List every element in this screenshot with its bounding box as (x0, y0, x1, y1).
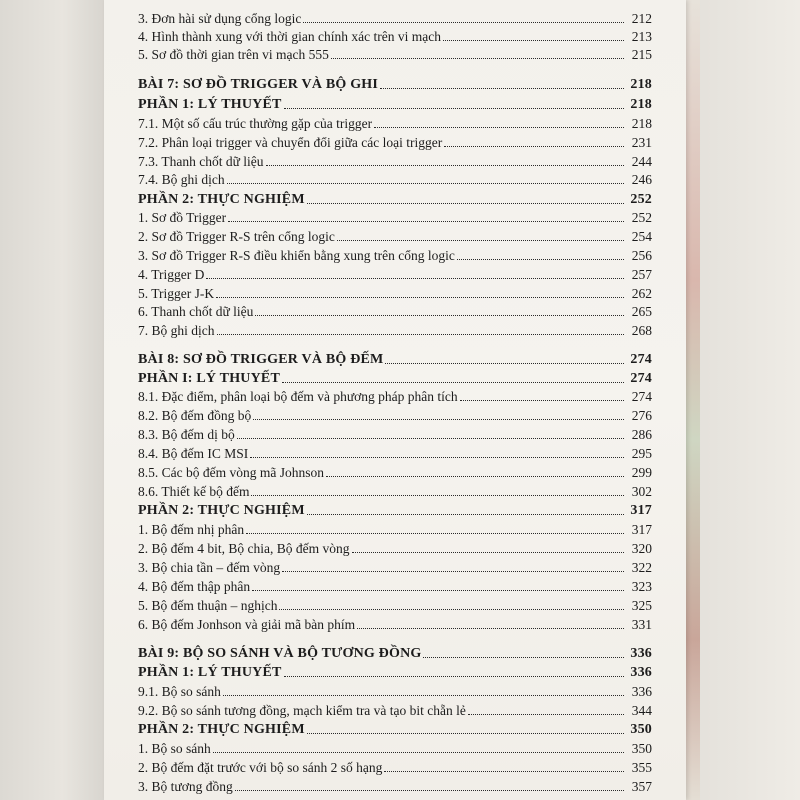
toc-page-number: 350 (631, 741, 652, 756)
toc-entry-label: BÀI 7: SƠ ĐỒ TRIGGER VÀ BỘ GHI (138, 77, 379, 92)
toc-page-number: 262 (631, 286, 652, 301)
toc-entry-label: 8.2. Bộ đếm đồng bộ (138, 408, 252, 423)
toc-entry-row (138, 169, 652, 188)
toc-page (104, 0, 686, 800)
toc-page-number: 268 (631, 323, 652, 338)
toc-entry-label: 7. Bộ ghi dịch (138, 323, 215, 338)
toc-entry-label: 7.4. Bộ ghi dịch (138, 172, 225, 187)
dot-leader (235, 790, 624, 791)
dot-leader (307, 514, 624, 515)
dot-leader (443, 40, 624, 41)
toc-entry-label: 8.5. Các bộ đếm vòng mã Johnson (138, 465, 324, 480)
dot-leader (282, 382, 624, 383)
dot-leader (385, 363, 624, 364)
toc-entry-label: PHẦN 1: LÝ THUYẾT (138, 97, 282, 112)
toc-heading-row (138, 94, 652, 113)
toc-entry-label: 1. Sơ đồ Trigger (138, 210, 227, 225)
toc-entry-label: 8.4. Bộ đếm IC MSI (138, 446, 249, 461)
toc-entry-row (138, 681, 652, 700)
toc-entry-row (138, 595, 652, 614)
dot-leader (228, 221, 624, 222)
dot-leader (326, 476, 624, 477)
toc-entry-row (138, 557, 652, 576)
dot-leader (253, 419, 624, 420)
toc-entry-row (138, 264, 652, 283)
toc-page-number: 265 (631, 304, 652, 319)
toc-page-number: 215 (631, 47, 652, 62)
toc-entry-label: 6. Bộ đếm Jonhson và giải mã bàn phím (138, 617, 356, 632)
toc-entry-row (138, 245, 652, 264)
toc-page-number: 256 (631, 248, 652, 263)
toc-page-number: 252 (630, 192, 652, 207)
toc-entry-row (138, 44, 652, 63)
toc-entry-label: 3. Bộ tương đồng (138, 779, 233, 794)
toc-entry-row (138, 576, 652, 595)
dot-leader (255, 315, 624, 316)
toc-entry-row (138, 776, 652, 795)
toc-entry-label: PHẦN 2: THỰC NGHIỆM (138, 192, 305, 207)
toc-page-number: 336 (630, 646, 652, 661)
toc-entry-label: 4. Trigger D (138, 267, 205, 282)
dot-leader (284, 108, 624, 109)
toc-heading-row (138, 189, 652, 208)
toc-page-number: 320 (631, 541, 652, 556)
toc-page-number: 231 (631, 135, 652, 150)
toc-page-number: 357 (631, 779, 652, 794)
toc-page-number: 218 (630, 97, 652, 112)
toc-page-number: 213 (631, 29, 652, 44)
toc-entry-label: 3. Đơn hài sử dụng cổng logic (138, 11, 302, 26)
toc-entry-row (138, 301, 652, 320)
toc-page-number: 317 (630, 503, 652, 518)
toc-heading-row (138, 643, 652, 662)
toc-entry-label: 7.1. Một số cấu trúc thường gặp của trigger (138, 116, 373, 131)
toc-entry-row (138, 614, 652, 633)
toc-page-number: 323 (631, 579, 652, 594)
toc-entry-label: 8.6. Thiết kế bộ đếm (138, 484, 250, 499)
toc-entry-row (138, 757, 652, 776)
toc-entry-row (138, 8, 652, 27)
dot-leader (251, 495, 624, 496)
toc-entry-label: PHẦN 2: THỰC NGHIỆM (138, 722, 305, 737)
dot-leader (279, 609, 624, 610)
book-edge (686, 0, 700, 800)
toc-entry-row (138, 386, 652, 405)
toc-page-number: 274 (630, 371, 652, 386)
toc-entry-label: PHẦN 1: LÝ THUYẾT (138, 665, 282, 680)
dot-leader (250, 457, 624, 458)
toc-entry-row (138, 26, 652, 45)
toc-entry-row (138, 283, 652, 302)
dot-leader (468, 714, 624, 715)
toc-page-number: 276 (631, 408, 652, 423)
toc-page-number: 274 (630, 352, 652, 367)
toc-page-number: 302 (631, 484, 652, 499)
toc-heading-row (138, 349, 652, 368)
toc-entry-label: 7.3. Thanh chốt dữ liệu (138, 154, 264, 169)
toc-page-number: 336 (631, 684, 652, 699)
toc-entry-row (138, 113, 652, 132)
toc-page-number: 299 (631, 465, 652, 480)
dot-leader (216, 297, 624, 298)
toc-entry-row (138, 538, 652, 557)
toc-entry-label: 8.1. Đặc điểm, phân loại bộ đếm và phương pháp phân tích (138, 389, 458, 404)
toc-entry-label: 4. Bộ đếm thập phân (138, 579, 251, 594)
toc-entry-label: 1. Bộ so sánh (138, 741, 211, 756)
dot-leader (357, 628, 624, 629)
toc-entry-row (138, 700, 652, 719)
dot-leader (213, 752, 624, 753)
dot-leader (444, 146, 624, 147)
toc-page-number: 317 (631, 522, 652, 537)
toc-entry-row (138, 320, 652, 339)
toc-page-number: 274 (631, 389, 652, 404)
toc-page-number: 350 (630, 722, 652, 737)
toc-entry-label: 5. Trigger J-K (138, 286, 215, 301)
toc-entry-row (138, 207, 652, 226)
toc-page-number: 336 (630, 665, 652, 680)
dot-leader (384, 771, 624, 772)
toc-entry-label: PHẦN I: LÝ THUYẾT (138, 371, 280, 386)
toc-page-number: 325 (631, 598, 652, 613)
toc-entry-label: BÀI 8: SƠ ĐỒ TRIGGER VÀ BỘ ĐẾM (138, 352, 384, 367)
toc-entry-row (138, 462, 652, 481)
dot-leader (282, 571, 624, 572)
toc-page-number: 355 (631, 760, 652, 775)
dot-leader (460, 400, 624, 401)
dot-leader (331, 58, 624, 59)
dot-leader (246, 533, 624, 534)
dot-leader (223, 695, 624, 696)
toc-page-number: 257 (631, 267, 652, 282)
toc-page-number: 322 (631, 560, 652, 575)
toc-entry-row (138, 405, 652, 424)
dot-leader (217, 334, 625, 335)
toc-entry-label: 3. Sơ đồ Trigger R-S điều khiển bằng xung trên cổng logic (138, 248, 455, 263)
toc-heading-row (138, 74, 652, 93)
toc-entry-label: 2. Sơ đồ Trigger R-S trên cổng logic (138, 229, 335, 244)
toc-entry-label: 9.2. Bộ so sánh tương đồng, mạch kiểm tra và tạo bit chẵn lẻ (138, 703, 466, 718)
toc-entry-label: 2. Bộ đếm đặt trước với bộ so sánh 2 số hạng (138, 760, 383, 775)
toc-page-number: 295 (631, 446, 652, 461)
toc-entry-label: BÀI 9: BỘ SO SÁNH VÀ BỘ TƯƠNG ĐỒNG (138, 646, 422, 661)
dot-leader (307, 733, 624, 734)
dot-leader (252, 590, 624, 591)
dot-leader (227, 183, 624, 184)
toc-entry-label: 7.2. Phân loại trigger và chuyển đổi giữa các loại trigger (138, 135, 443, 150)
toc-heading-row (138, 662, 652, 681)
dot-leader (423, 657, 624, 658)
toc-page-number: 254 (631, 229, 652, 244)
toc-page-number: 252 (631, 210, 652, 225)
toc-entry-label: 4. Hình thành xung với thời gian chính xác trên vi mạch (138, 29, 441, 44)
dot-leader (284, 676, 624, 677)
toc-entry-label: 2. Bộ đếm 4 bit, Bộ chia, Bộ đếm vòng (138, 541, 350, 556)
toc-entry-row (138, 738, 652, 757)
toc-entry-label: 8.3. Bộ đếm dị bộ (138, 427, 235, 442)
toc-page-number: 246 (631, 172, 652, 187)
dot-leader (266, 165, 624, 166)
toc-heading-row (138, 500, 652, 519)
toc-heading-row (138, 719, 652, 738)
dot-leader (237, 438, 624, 439)
toc-entry-label: 3. Bộ chia tần – đếm vòng (138, 560, 281, 575)
toc-page-number: 244 (631, 154, 652, 169)
toc-entry-row (138, 151, 652, 170)
toc-entry-row (138, 481, 652, 500)
background-left (0, 0, 104, 800)
toc-page-number: 218 (630, 77, 652, 92)
table-of-contents (104, 0, 686, 800)
toc-entry-row (138, 226, 652, 245)
toc-entry-label: 9.1. Bộ so sánh (138, 684, 221, 699)
dot-leader (352, 552, 625, 553)
toc-page-number: 218 (631, 116, 652, 131)
toc-page-number: 331 (631, 617, 652, 632)
dot-leader (380, 88, 624, 89)
toc-page-number: 212 (631, 11, 652, 26)
dot-leader (206, 278, 624, 279)
background-right (685, 0, 800, 800)
dot-leader (303, 22, 624, 23)
dot-leader (374, 127, 624, 128)
toc-entry-row (138, 132, 652, 151)
toc-page-number: 344 (631, 703, 652, 718)
toc-entry-label: 1. Bộ đếm nhị phân (138, 522, 245, 537)
toc-entry-label: 6. Thanh chốt dữ liệu (138, 304, 254, 319)
dot-leader (457, 259, 624, 260)
toc-entry-label: 5. Sơ đồ thời gian trên vi mạch 555 (138, 47, 329, 62)
dot-leader (337, 240, 624, 241)
toc-entry-row (138, 443, 652, 462)
toc-entry-label: 5. Bộ đếm thuận – nghịch (138, 598, 278, 613)
dot-leader (307, 203, 624, 204)
toc-entry-label: PHẦN 2: THỰC NGHIỆM (138, 503, 305, 518)
toc-heading-row (138, 368, 652, 387)
toc-entry-row (138, 519, 652, 538)
toc-page-number: 286 (631, 427, 652, 442)
toc-entry-row (138, 424, 652, 443)
